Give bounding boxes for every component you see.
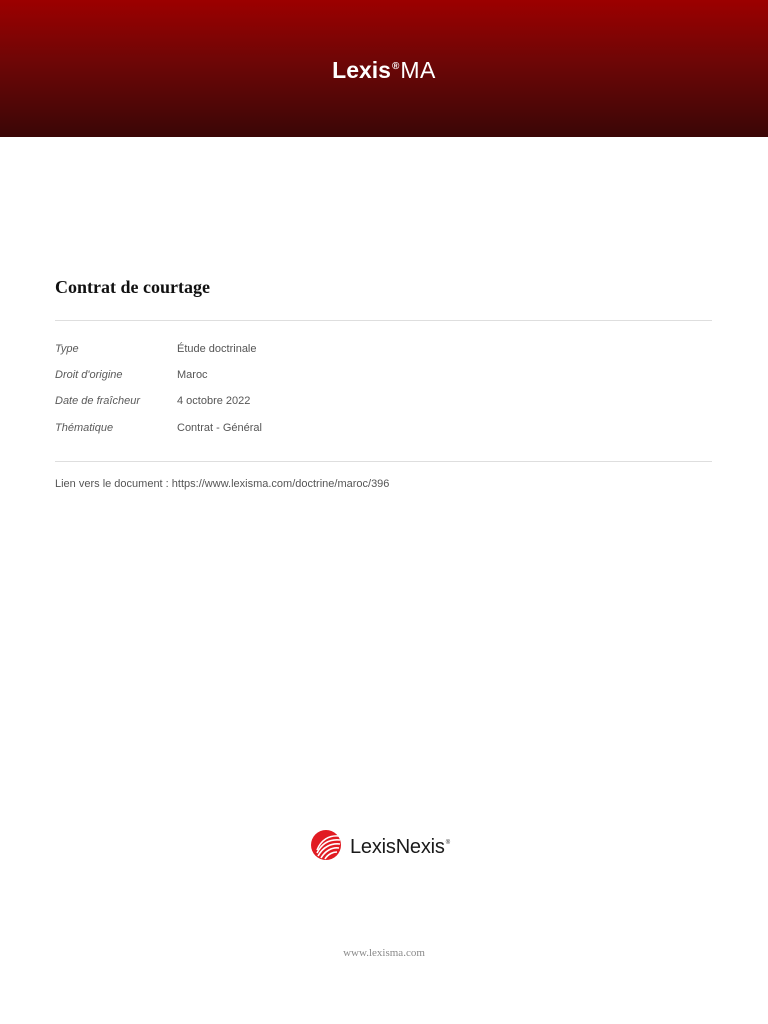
meta-row-droit-origine: [55, 367, 712, 383]
meta-value: Étude doctrinale: [177, 343, 257, 355]
brand-registered-mark: ®: [391, 61, 400, 72]
document-title: Contrat de courtage: [55, 277, 210, 297]
lexisma-logo: [0, 52, 768, 85]
lexisnexis-wordmark: [350, 831, 450, 859]
meta-label: Droit d'origine: [55, 369, 123, 381]
brand-strong: Lexis: [332, 57, 391, 83]
lexisnexis-reaper-logo-icon: [309, 828, 343, 862]
lexisnexis-logo: [309, 828, 450, 862]
meta-value: 4 octobre 2022: [177, 395, 251, 407]
meta-value: Contrat - Général: [177, 422, 262, 434]
meta-row-type: [55, 341, 712, 357]
meta-row-thematique: [55, 420, 712, 436]
divider-top: [55, 320, 712, 321]
meta-value: Maroc: [177, 369, 208, 381]
divider-bottom: [55, 461, 712, 462]
header-banner: [0, 0, 768, 137]
meta-label: Date de fraîcheur: [55, 395, 140, 407]
meta-row-date-fraicheur: [55, 393, 712, 409]
document-link[interactable]: Lien vers le document : https://www.lexisma.com/doctrine/maroc/396: [55, 478, 390, 490]
brand-light: MA: [400, 57, 436, 83]
lexisnexis-text: LexisNexis: [350, 836, 445, 858]
meta-label: Type: [55, 343, 79, 355]
meta-label: Thématique: [55, 422, 114, 434]
lexisnexis-registered-mark: ®: [445, 840, 450, 846]
footer-url[interactable]: www.lexisma.com: [343, 947, 425, 959]
